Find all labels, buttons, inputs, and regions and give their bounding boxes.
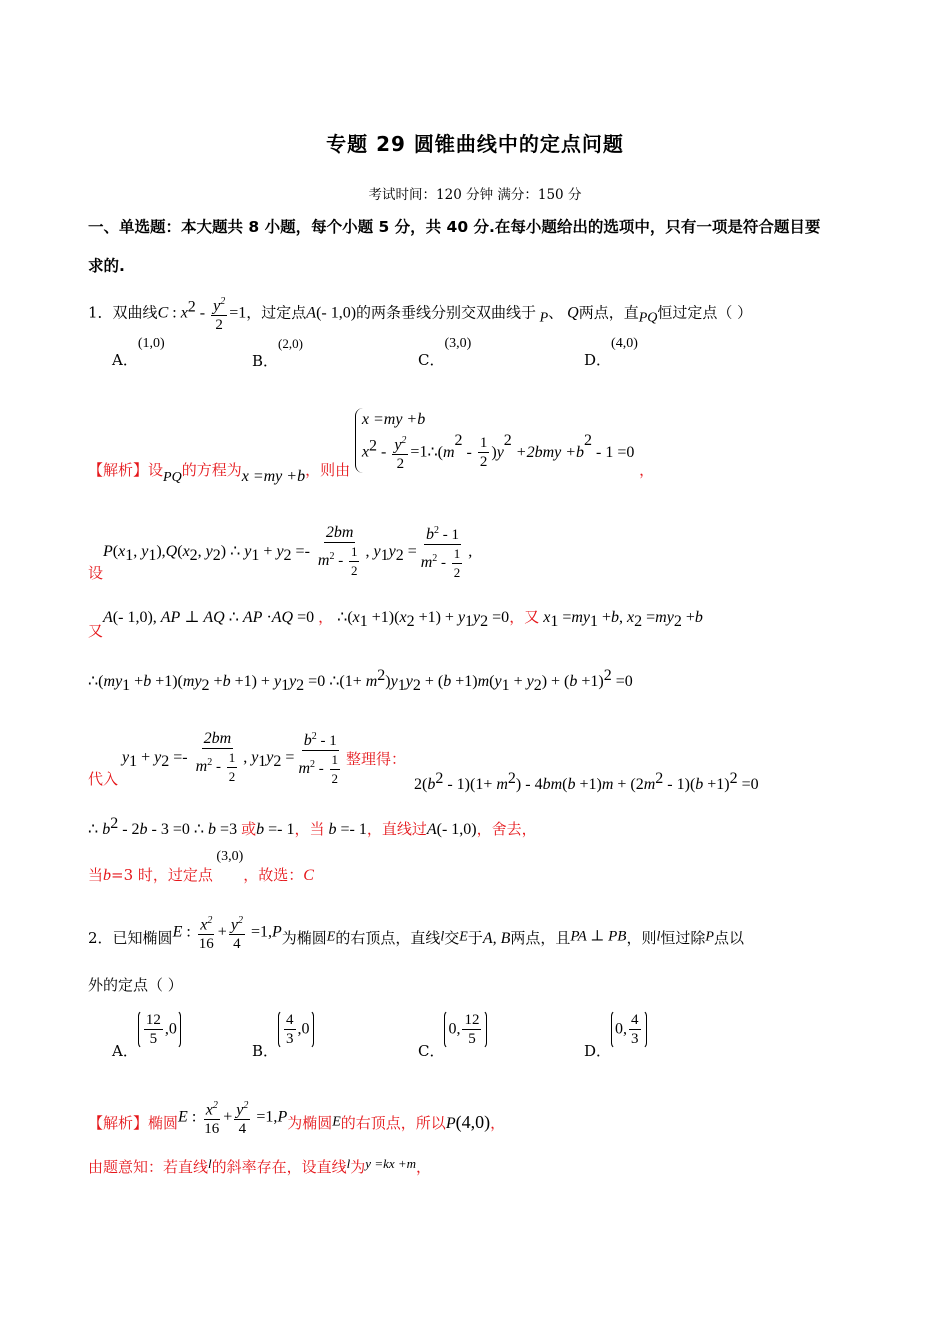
option-a[interactable]: A． $\frac{12}{5}$ ,0 (112, 1010, 181, 1049)
q1-analysis-line2: 设$P(x_1$, $y_1),Q(x_2$, $y_2$) ∴ $y_1 + y_2$ =- 2bm $m^2$ - $\frac{1}{2}$ , $y_1y_2$ = $b^2 - 1$ $m^2$ - $\frac{1}{2}$ , (88, 524, 473, 582)
q1-analysis-line5b: $2(b^2 - 1)(1+ m^2) - 4bm(b +1)m + (2m^2 - 1)(b +1)^2 =0$ (414, 770, 759, 793)
q2-analysis-line2: 由题意知：若直线l的斜率存在，设直线l为y =kx +m， (88, 1156, 432, 1176)
section-heading-line2: 求的. (88, 257, 125, 275)
question-2-cont: 外的定点（ ） (88, 976, 183, 994)
equation-system: x =my +b $x^2$ - $\frac{y^2}{2}$ =1 (355, 408, 428, 473)
q1-analysis-line4: $\therefore(my_1 +b +1)(my_2 +b +1) + y_1y_2 =0$ ∴(1+ $m^2)y_1y_2 + (b +1)m(y_1 + y_2) + (b +1)^2 =0$ (88, 667, 633, 694)
option-c[interactable]: C．0, $\frac{12}{5}$ (418, 1010, 487, 1049)
q1-analysis-line6: ∴ $b^2 - 2b - 3 =0$ ∴ b =3 或b =- 1，当 b =- 1，直线过A(- 1,0)，舍去， (88, 815, 537, 838)
q1-text: 双曲线 (112, 303, 158, 322)
q1-analysis-line3: 又A(- 1,0), AP ⊥ AQ ∴ AP ·AQ =0 ， $\therefore(x_1 +1)(x_2 +1) + y_1y_2 =0$，又 $x_1 =my_1 +b$, $x_2 =my_2 +b$ (88, 608, 703, 640)
question-1: 1．双曲线C : $x^2$ - $\frac{y^2}{2}$ =1，过定点A(- 1,0)的两条垂线分别交双曲线于 $_P$、 Q两点，直$_{PQ}$恒过定点（ ） (88, 293, 752, 334)
option-d[interactable]: D．0, $\frac{4}{3}$ (584, 1010, 647, 1049)
analysis-tag: 【解析】 (88, 460, 149, 479)
option-b[interactable]: B． $\frac{4}{3}$ ,0 (252, 1010, 314, 1049)
option-a[interactable]: A．$^{(1,0)}$ (112, 336, 165, 369)
q2-analysis-line1: 【解析】椭圆E : $\frac{x^2}{16}$ + $\frac{y^2}{4}$ =1,P为椭圆$_E$的右顶点，所以P(4,0)， (88, 1097, 505, 1138)
option-c[interactable]: C．$^{(3,0)}$ (418, 336, 472, 369)
exam-info: 考试时间：120 分钟 满分：150 分 (368, 187, 582, 203)
option-b[interactable]: B．$^{(2,0)}$ (252, 336, 303, 370)
q1-analysis-line7: 当b=3 时，过定点 $^{(3,0)}$，故选：C (88, 849, 314, 884)
section-heading-line1: 一、单选题：本大题共 8 小题，每个小题 5 分，共 40 分.在每小题给出的选项中，只有一项是符合题目要 (88, 218, 821, 236)
page-title: 专题 29 圆锥曲线中的定点问题 (326, 132, 624, 156)
q1-analysis-line1: 【解析】设PQ的方程为x =my +b，则由 x =my +b $x^2$ - $\frac{y^2}{2}$ =1 $\therefore(m^2$ - $\frac{1}{2}$ )$y^2 +2bmy +b^2 - 1 =0$ ， (88, 408, 654, 473)
option-d[interactable]: D．$^{(4,0)}$ (584, 336, 638, 369)
q1-analysis-line5: 代入 $y_1 + y_2$ =- 2bm $m^2$ - $\frac{1}{2}$ , $y_1y_2$ = $b^2 - 1$ $m^2$ - $\frac{1}{2}$ 整理得： (88, 730, 407, 788)
analysis-tag: 【解析】 (88, 1113, 149, 1132)
question-number: 1． (88, 303, 113, 322)
question-2: 2．已知椭圆E : $\frac{x^2}{16}$ + $\frac{y^2}{4}$ =1,P为椭圆$_E$的右顶点，直线$_l$交$_E$于A, B两点，且$_{PA \perp PB}$，则$_l$恒过除$_P$点以 (88, 912, 744, 953)
answer: C (303, 867, 314, 884)
question-number: 2． (88, 928, 113, 947)
q1-equation: C (157, 304, 169, 322)
